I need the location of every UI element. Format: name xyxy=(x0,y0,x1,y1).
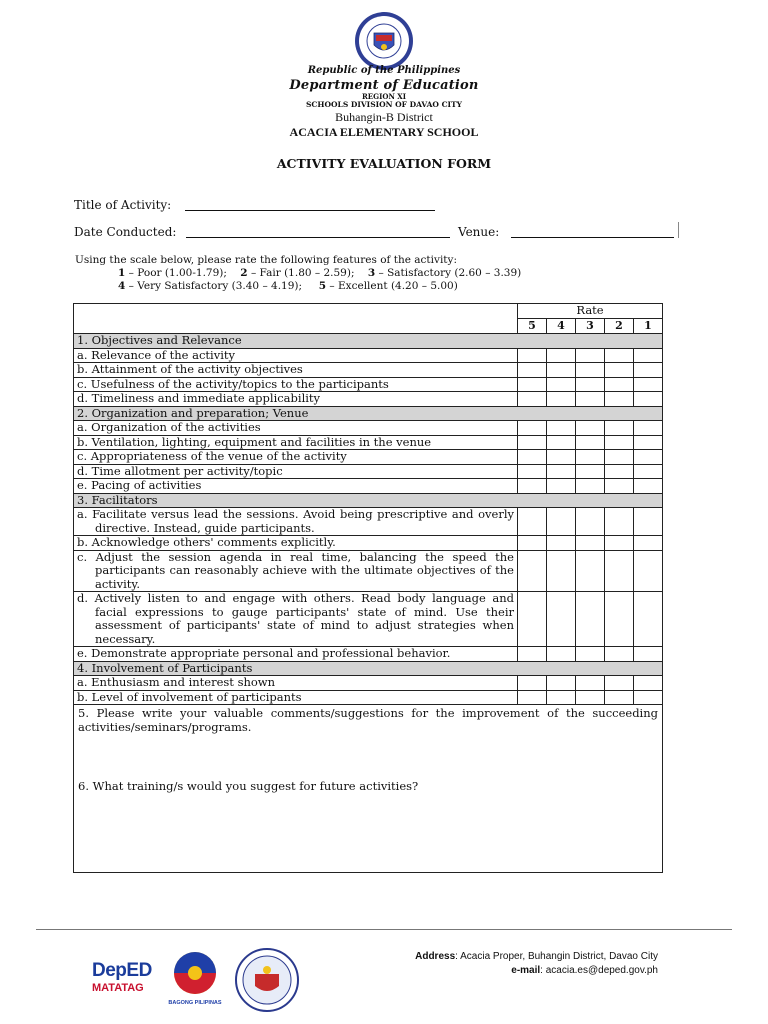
rating-cell[interactable] xyxy=(634,676,663,691)
rating-cell[interactable] xyxy=(518,421,547,436)
scale-4-num: 4 xyxy=(118,280,126,292)
criterion-3e: e. Demonstrate appropriate personal and professional behavior. xyxy=(74,647,518,662)
rating-cell[interactable] xyxy=(605,550,634,592)
address-label: Address xyxy=(415,951,456,962)
rating-cell[interactable] xyxy=(547,435,576,450)
rating-cell[interactable] xyxy=(547,508,576,536)
venue-label: Venue: xyxy=(458,225,500,239)
rating-cell[interactable] xyxy=(518,550,547,592)
rating-cell[interactable] xyxy=(576,363,605,378)
scale-5-text: – Excellent (4.20 – 5.00) xyxy=(329,280,458,292)
rating-cell[interactable] xyxy=(605,676,634,691)
rating-cell[interactable] xyxy=(518,647,547,662)
scale-5-num: 5 xyxy=(318,280,327,292)
rating-cell[interactable] xyxy=(576,377,605,392)
footer-divider xyxy=(36,929,732,930)
title-of-activity-label: Title of Activity: xyxy=(74,198,172,212)
rating-cell[interactable] xyxy=(518,363,547,378)
form-title: ACTIVITY EVALUATION FORM xyxy=(276,156,492,171)
venue-field[interactable] xyxy=(511,225,674,238)
date-conducted-label: Date Conducted: xyxy=(74,225,177,239)
rating-cell[interactable] xyxy=(518,377,547,392)
rating-cell[interactable] xyxy=(518,508,547,536)
rating-cell[interactable] xyxy=(576,508,605,536)
scale-line-1 xyxy=(118,266,521,280)
rating-cell[interactable] xyxy=(547,647,576,662)
section-involvement: 4. Involvement of Participants xyxy=(74,661,663,676)
criterion-2b: b. Ventilation, lighting, equipment and facilities in the venue xyxy=(74,435,518,450)
rating-cell[interactable] xyxy=(605,450,634,465)
rating-cell[interactable] xyxy=(634,508,663,536)
instructions-text: Using the scale below, please rate the following features of the activity: xyxy=(75,254,457,266)
scale-2-num: 2 xyxy=(240,267,248,279)
rating-cell[interactable] xyxy=(518,348,547,363)
rating-cell[interactable] xyxy=(547,536,576,551)
rating-cell[interactable] xyxy=(605,421,634,436)
rating-cell[interactable] xyxy=(547,690,576,705)
rating-cell[interactable] xyxy=(605,536,634,551)
region-text: REGION XI xyxy=(361,92,407,101)
matatag-text: MATATAG xyxy=(92,982,144,994)
rating-cell[interactable] xyxy=(576,392,605,407)
rating-cell[interactable] xyxy=(518,435,547,450)
rate-col-1: 1 xyxy=(634,319,663,334)
rating-cell[interactable] xyxy=(518,592,547,647)
bagong-pilipinas-logo xyxy=(164,950,226,1006)
section-facilitators: 3. Facilitators xyxy=(74,493,663,508)
rating-cell[interactable] xyxy=(634,348,663,363)
rating-cell[interactable] xyxy=(634,479,663,494)
scale-2-text: – Fair (1.80 – 2.59); xyxy=(250,267,355,279)
bagong-pilipinas-text: BAGONG PILIPINAS xyxy=(168,1000,222,1006)
criterion-1a: a. Relevance of the activity xyxy=(74,348,518,363)
rating-cell[interactable] xyxy=(547,450,576,465)
criterion-4a: a. Enthusiasm and interest shown xyxy=(74,676,518,691)
address-value: : Acacia Proper, Buhangin District, Davao City xyxy=(455,951,658,962)
rating-cell[interactable] xyxy=(518,676,547,691)
rating-cell[interactable] xyxy=(634,377,663,392)
rating-cell[interactable] xyxy=(547,479,576,494)
criterion-3b: b. Acknowledge others' comments explicitly. xyxy=(74,536,518,551)
comments-box[interactable] xyxy=(74,705,663,873)
rating-cell[interactable] xyxy=(605,377,634,392)
rating-cell[interactable] xyxy=(634,536,663,551)
date-conducted-field[interactable] xyxy=(186,225,450,238)
rating-cell[interactable] xyxy=(605,479,634,494)
criterion-1d: d. Timeliness and immediate applicability xyxy=(74,392,518,407)
email-value: : acacia.es@deped.gov.ph xyxy=(540,965,658,976)
criterion-1c: c. Usefulness of the activity/topics to the participants xyxy=(74,377,518,392)
bagong-pilipinas-icon xyxy=(164,950,226,996)
question-5: 5. Please write your valuable comments/suggestions for the improvement of the succeeding activities/seminars/programs. xyxy=(78,706,658,734)
rating-cell[interactable] xyxy=(547,392,576,407)
rating-cell[interactable] xyxy=(576,536,605,551)
comments-answer-space[interactable] xyxy=(78,734,658,780)
deped-logo-text: DepED xyxy=(92,960,152,981)
deped-seal-logo xyxy=(354,11,414,71)
rating-cell[interactable] xyxy=(518,690,547,705)
rating-cell[interactable] xyxy=(605,592,634,647)
rating-cell[interactable] xyxy=(547,592,576,647)
rating-cell[interactable] xyxy=(605,690,634,705)
section-objectives: 1. Objectives and Relevance xyxy=(74,334,663,349)
division-text: SCHOOLS DIVISION OF DAVAO CITY xyxy=(306,100,462,109)
rating-cell[interactable] xyxy=(518,536,547,551)
rating-cell[interactable] xyxy=(605,435,634,450)
criterion-3a: a. Facilitate versus lead the sessions. Avoid being prescriptive and overly directive. Instead, guide participants. xyxy=(74,508,518,536)
rating-cell[interactable] xyxy=(634,392,663,407)
address-line xyxy=(330,950,658,964)
title-of-activity-field[interactable] xyxy=(185,198,435,211)
rating-cell[interactable] xyxy=(547,676,576,691)
criterion-2d: d. Time allotment per activity/topic xyxy=(74,464,518,479)
criterion-4b: b. Level of involvement of participants xyxy=(74,690,518,705)
rating-cell[interactable] xyxy=(634,647,663,662)
rating-cell[interactable] xyxy=(576,479,605,494)
rating-cell[interactable] xyxy=(576,592,605,647)
rating-cell[interactable] xyxy=(634,435,663,450)
email-line xyxy=(330,964,658,978)
rate-col-4: 4 xyxy=(547,319,576,334)
rating-cell[interactable] xyxy=(547,377,576,392)
rating-cell[interactable] xyxy=(547,363,576,378)
rating-cell[interactable] xyxy=(547,464,576,479)
rating-cell[interactable] xyxy=(518,450,547,465)
rating-cell[interactable] xyxy=(576,676,605,691)
rating-cell[interactable] xyxy=(518,479,547,494)
rating-cell[interactable] xyxy=(634,592,663,647)
rating-cell[interactable] xyxy=(576,450,605,465)
rating-cell[interactable] xyxy=(634,464,663,479)
scale-1-num: 1 xyxy=(118,267,126,279)
rate-col-5: 5 xyxy=(518,319,547,334)
rating-cell[interactable] xyxy=(576,464,605,479)
rating-cell[interactable] xyxy=(576,421,605,436)
rating-cell[interactable] xyxy=(605,647,634,662)
rate-header: Rate xyxy=(518,304,663,319)
criterion-2e: e. Pacing of activities xyxy=(74,479,518,494)
rating-cell[interactable] xyxy=(634,421,663,436)
criterion-3d: d. Actively listen to and engage with others. Read body language and facial expressions to gauge participants' state of mind. Use their assessment of participants' state of mind to adjust strategies when necessary. xyxy=(74,592,518,647)
rate-col-2: 2 xyxy=(605,319,634,334)
school-name: ACACIA ELEMENTARY SCHOOL xyxy=(289,125,479,139)
rate-col-3: 3 xyxy=(576,319,605,334)
criterion-2c: c. Appropriateness of the venue of the activity xyxy=(74,450,518,465)
rating-cell[interactable] xyxy=(547,550,576,592)
header-blank-cell xyxy=(74,304,518,334)
rating-cell[interactable] xyxy=(605,508,634,536)
department-text: Department of Education xyxy=(289,78,479,93)
district-text: Buhangin-B District xyxy=(335,110,433,124)
rating-cell[interactable] xyxy=(518,392,547,407)
scale-3-num: 3 xyxy=(367,267,376,279)
email-label: e-mail xyxy=(511,965,541,976)
evaluation-table xyxy=(73,303,663,873)
acacia-school-seal-logo xyxy=(235,948,299,1012)
rating-cell[interactable] xyxy=(547,348,576,363)
criterion-3c: c. Adjust the session agenda in real time, balancing the speed the participants can reasonably achieve with the ultimate objectives of the activity. xyxy=(74,550,518,592)
rating-cell[interactable] xyxy=(634,550,663,592)
rating-cell[interactable] xyxy=(634,690,663,705)
section-organization: 2. Organization and preparation; Venue xyxy=(74,406,663,421)
criterion-2a: a. Organization of the activities xyxy=(74,421,518,436)
rating-cell[interactable] xyxy=(576,348,605,363)
scale-line-2 xyxy=(118,279,458,293)
scale-3-text: – Satisfactory (2.60 – 3.39) xyxy=(378,267,522,279)
rating-cell[interactable] xyxy=(605,348,634,363)
deped-matatag-logo xyxy=(92,961,156,1005)
rating-cell[interactable] xyxy=(576,550,605,592)
rating-cell[interactable] xyxy=(605,464,634,479)
scale-1-text: – Poor (1.00-1.79); xyxy=(128,267,227,279)
cursor-mark xyxy=(678,222,679,238)
rating-cell[interactable] xyxy=(605,363,634,378)
rating-cell[interactable] xyxy=(576,690,605,705)
rating-cell[interactable] xyxy=(605,392,634,407)
criterion-1b: b. Attainment of the activity objectives xyxy=(74,363,518,378)
rating-cell[interactable] xyxy=(634,363,663,378)
footer-contact xyxy=(330,950,658,978)
rating-cell[interactable] xyxy=(518,464,547,479)
rating-cell[interactable] xyxy=(576,647,605,662)
rating-cell[interactable] xyxy=(634,450,663,465)
republic-text: Republic of the Philippines xyxy=(307,65,461,76)
scale-4-text: – Very Satisfactory (3.40 – 4.19); xyxy=(128,280,303,292)
question-6: 6. What training/s would you suggest for future activities? xyxy=(78,779,419,793)
rating-cell[interactable] xyxy=(547,421,576,436)
rating-cell[interactable] xyxy=(576,435,605,450)
